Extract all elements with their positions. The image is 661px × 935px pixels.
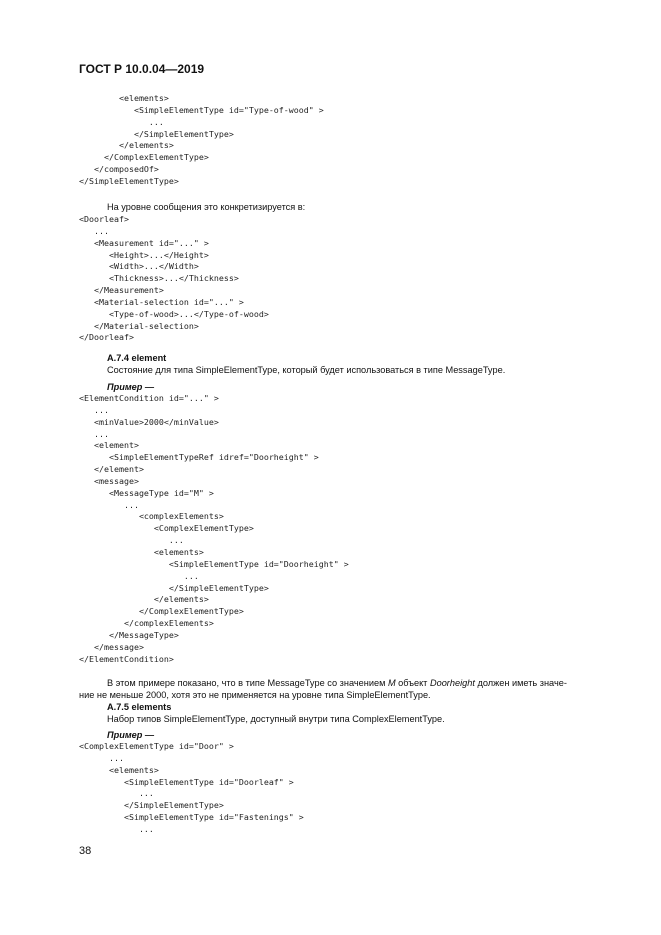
explanation-line-1 — [107, 677, 567, 689]
section-description-a75: Набор типов SimpleElementType, доступный внутри типа ComplexElementType. — [107, 714, 445, 724]
explanation-text-b: объект — [395, 678, 430, 688]
explanation-line-2: ние не меньше 2000, хотя это не применяется на уровне типа SimpleElementType. — [79, 690, 431, 700]
explanation-m: M — [387, 678, 396, 688]
paragraph-message-level: На уровне сообщения это конкретизируется в: — [107, 202, 306, 212]
code-block-doorleaf: <Doorleaf> ... <Measurement id="..." > <Height>...</Height> <Width>...</Width> <Thickness>...</Thickness> </Measurement> <Material-selection id="..." > <Type-of-wood>...</Type-of-wood> </Material-selection> </Doorleaf> — [79, 214, 269, 343]
explanation-text-a: В этом примере показано, что в типе MessageType со значением — [107, 678, 388, 688]
section-heading-a74: A.7.4 element — [107, 353, 167, 363]
code-block-element-condition: <ElementCondition id="..." > ... <minValue>2000</minValue> ... <element> <SimpleElementTypeRef idref="Doorheight" > </element> <message> <MessageType id="M" > ... <complexElements> <ComplexElementType> ... <elements> <SimpleElementType id="Doorheight" > ... </SimpleElementType> </elements> </ComplexElementType> </complexElements> </MessageType> </message> </ElementCondition> — [79, 393, 349, 664]
section-heading-a75: A.7.5 elements — [107, 702, 172, 712]
page-number: 38 — [79, 845, 92, 857]
example-label-a75: Пример — — [107, 730, 155, 740]
example-label-a74: Пример — — [107, 382, 155, 392]
section-description-a74: Состояние для типа SimpleElementType, который будет использоваться в типе MessageType. — [107, 365, 506, 375]
explanation-doorheight: Doorheight — [429, 678, 475, 688]
code-block-simple-element-end: <elements> <SimpleElementType id="Type-of-wood" > ... </SimpleElementType> </elements> </ComplexElementType> </composedOf> </SimpleElementType> — [79, 93, 324, 186]
document-header: ГОСТ Р 10.0.04—2019 — [79, 62, 205, 76]
code-block-complex-element-door: <ComplexElementType id="Door" > ... <elements> <SimpleElementType id="Doorleaf" > ... </SimpleElementType> <SimpleElementType id="Fastenings" > ... — [79, 741, 304, 834]
explanation-text-c: должен иметь значе- — [474, 678, 567, 688]
